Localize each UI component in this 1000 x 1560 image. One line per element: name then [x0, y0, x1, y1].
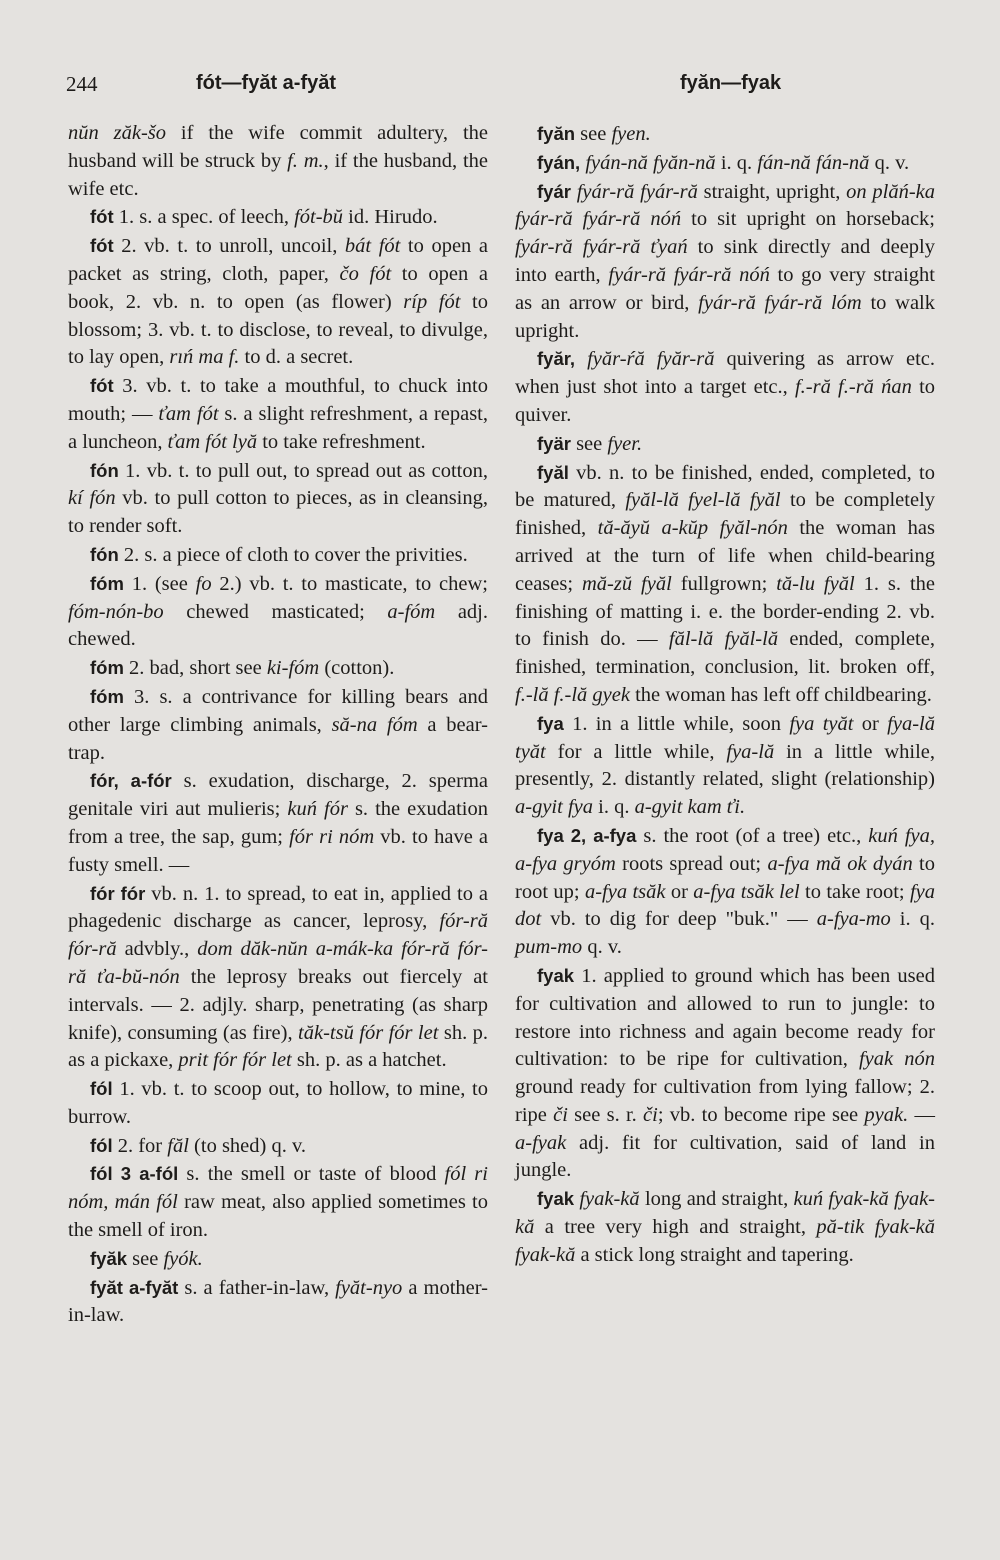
entry-definition-text: to sink directly and deeply into earth,: [515, 236, 935, 286]
entry-definition-text: to open a book, 2. vb. n. to open (as flower): [68, 262, 488, 313]
left-column: [68, 120, 488, 1330]
entry-definition-text: to open a packet as string, cloth, paper,: [68, 235, 488, 285]
entry-headword: fór, a-fór: [90, 770, 172, 792]
entry-definition-text: see: [570, 432, 608, 455]
entry-definition-text: vb. to pull cotton to pieces, as in cleansing, to render soft.: [68, 487, 488, 538]
entry-headword: fól: [90, 1078, 113, 1100]
dictionary-entry: [515, 1185, 935, 1269]
entry-definition-text: vb. to have a fusty smell. —: [68, 825, 488, 876]
entry-definition-text: to root up;: [515, 852, 935, 903]
dictionary-entry: [68, 570, 488, 654]
entry-vernacular-text: f.-lă f.-lă gyek: [515, 683, 630, 706]
entry-vernacular-text: ki-fóm: [266, 657, 320, 680]
dictionary-entry: [68, 1160, 488, 1244]
entry-vernacular-text: tă-ăyŭ a-kŭp fyăl-nón: [597, 517, 788, 540]
page-number: 244: [66, 72, 98, 96]
entry-vernacular-text: a-fya tsăk: [584, 880, 666, 903]
entry-headword: fón: [90, 459, 119, 481]
entry-definition-text: to quiver.: [515, 376, 936, 426]
entry-vernacular-text: nŭn zăk-šo: [68, 122, 167, 144]
entry-vernacular-text: fyók.: [163, 1247, 203, 1270]
entry-vernacular-text: fól ri nóm, mán fól: [68, 1163, 488, 1214]
entry-vernacular-text: tăk-tsŭ fór fór let: [298, 1021, 439, 1044]
entry-definition-text: to take refreshment.: [257, 430, 426, 453]
entry-vernacular-text: rıń ma f.: [169, 346, 240, 369]
dictionary-entry: [68, 203, 488, 232]
dictionary-entry: [68, 1075, 488, 1132]
entry-headword: fót: [90, 375, 114, 397]
entry-vernacular-text: a-fya-mo: [816, 908, 891, 931]
dictionary-entry: [68, 1274, 488, 1331]
entry-definition-text: roots spread out;: [615, 852, 768, 875]
dictionary-entry: [68, 1245, 488, 1274]
entry-vernacular-text: să-na fóm: [331, 713, 418, 736]
entry-vernacular-text: ťam fót lyă: [167, 430, 258, 453]
entry-vernacular-text: fór-ră fór-ră: [68, 910, 488, 961]
dictionary-entry: [515, 149, 935, 178]
entry-vernacular-text: ríp fót: [403, 290, 461, 313]
entry-headword: fóm: [90, 685, 124, 707]
entry-vernacular-text: čo fót: [339, 262, 392, 285]
running-head: [66, 72, 936, 102]
entry-definition-text: 1. (see: [123, 572, 196, 595]
entry-vernacular-text: kuń fyak-kă fyak-kă: [515, 1188, 935, 1239]
dictionary-entry: [515, 178, 935, 346]
entry-definition-text: i. q.: [593, 796, 635, 819]
entry-headword: fyak: [537, 1188, 575, 1210]
entry-definition-text: (to shed) q. v.: [188, 1134, 307, 1157]
entry-vernacular-text: a-gyit kam ťi.: [634, 796, 746, 819]
dictionary-entry: [68, 880, 488, 1076]
entry-headword: fyak: [537, 964, 575, 986]
entry-vernacular-text: fyak nón: [858, 1048, 935, 1071]
entry-definition-text: 2.) vb. t. to masticate, to chew;: [211, 572, 488, 595]
entry-definition-text: [575, 348, 587, 370]
entry-vernacular-text: fyăt-nyo: [335, 1276, 403, 1299]
entry-vernacular-text: fyár-ră fyár-ră nóń: [608, 263, 770, 286]
entry-vernacular-text: fyăr-ŕă fyăr-ră: [587, 348, 715, 371]
entry-headword: fóm: [90, 572, 124, 594]
entry-vernacular-text: fyár-ră fyár-ră ťyań: [515, 236, 688, 259]
entry-definition-text: see: [127, 1247, 164, 1270]
entry-vernacular-text: fót-bŭ: [294, 206, 344, 229]
entry-vernacular-text: făl-lă fyăl-lă: [668, 628, 779, 651]
entry-vernacular-text: a-fyak: [515, 1131, 567, 1154]
entry-definition-text: or: [853, 712, 888, 735]
entry-definition-text: raw meat, also applied sometimes to the smell of iron.: [68, 1191, 488, 1242]
dictionary-entry: [68, 372, 488, 456]
entry-definition-text: a bear-trap.: [68, 713, 488, 764]
entry-vernacular-text: prit fór fór let: [178, 1049, 292, 1072]
dictionary-entry: [68, 1132, 488, 1161]
entry-definition-text: 1. applied to ground which has been used for cultivation and allowed to run to jungle: to restore into richness and again become ready for cultivation: to be ripe for cultivation,: [515, 964, 935, 1071]
entry-vernacular-text: fán-nă fán-nă: [757, 151, 870, 174]
entry-vernacular-text: fyăl-lă fyel-lă fyăl: [625, 489, 781, 512]
entry-definition-text: advbly.,: [116, 938, 198, 961]
entry-vernacular-text: fya-lă tyăt: [515, 712, 935, 763]
entry-definition-text: quivering as arrow etc. when just shot into a target etc.,: [515, 348, 936, 399]
entry-definition-text: 2. s. a piece of cloth to cover the privities.: [118, 543, 468, 566]
entry-vernacular-text: kuń fór: [287, 798, 348, 821]
entry-definition-text: a mother-in-law.: [68, 1276, 488, 1327]
entry-definition-text: sh. p. as a hatchet.: [291, 1049, 447, 1072]
entry-definition-text: a tree very high and straight,: [534, 1216, 817, 1239]
entry-definition-text: 2. vb. t. to unroll, uncoil,: [113, 235, 345, 258]
entry-definition-text: in a little while, presently, 2. distantly related, slight (relationship): [515, 740, 935, 791]
entry-vernacular-text: kuń fya, a-fya gryóm: [515, 824, 935, 875]
entry-vernacular-text: fyen.: [611, 123, 651, 145]
entry-definition-text: q. v.: [869, 151, 910, 174]
entry-definition-text: s. the smell or taste of blood: [178, 1163, 445, 1186]
entry-definition-text: adj. chewed.: [68, 600, 489, 651]
entry-definition-text: 3. vb. t. to take a mouthful, to chuck into mouth; —: [68, 375, 488, 425]
entry-vernacular-text: pyak.: [864, 1103, 909, 1126]
dictionary-entry: [515, 962, 935, 1185]
entry-headword: fót: [90, 235, 114, 257]
entry-definition-text: long and straight,: [639, 1188, 794, 1211]
dictionary-entry: [68, 654, 488, 683]
entry-vernacular-text: fyer.: [607, 432, 643, 455]
entry-headword: fya 2, a-fya: [537, 824, 637, 846]
entry-definition-text: see s. r.: [567, 1103, 644, 1126]
entry-definition-text: to blossom; 3. vb. t. to disclose, to reveal, to divulge, to lay open,: [68, 290, 488, 369]
dictionary-entry: [68, 541, 488, 570]
right-column: [515, 120, 935, 1270]
entry-vernacular-text: či: [553, 1103, 568, 1126]
entry-definition-text: to d. a secret.: [239, 346, 354, 369]
entry-definition-text: for a little while,: [545, 740, 727, 763]
entry-vernacular-text: fyak-kă: [579, 1188, 640, 1211]
dictionary-entry: [515, 120, 935, 149]
entry-definition-text: id. Hirudo.: [343, 206, 438, 229]
entry-headword: fyăn: [537, 123, 576, 144]
entry-vernacular-text: a-fya mă ok dyán: [767, 852, 913, 875]
entry-vernacular-text: fyár-ră fyár-ră lóm: [698, 291, 862, 314]
entry-definition-text: fullgrown;: [671, 572, 777, 595]
entry-vernacular-text: fóm-nón-bo: [68, 600, 164, 623]
entry-vernacular-text: fya tyăt: [789, 712, 854, 735]
entry-definition-text: chewed masticated;: [163, 600, 388, 623]
entry-definition-text: sh. p. as a pickaxe,: [68, 1021, 489, 1072]
entry-definition-text: adj. fit for cultivation, said of land in jungle.: [515, 1131, 935, 1182]
entry-vernacular-text: dom dăk-nŭn a-mák-ka fór-ră fór-ră ťa-bŭ-nón: [68, 938, 488, 988]
entry-vernacular-text: fór ri nóm: [289, 825, 375, 848]
entry-vernacular-text: fyán-nă fyăn-nă: [585, 151, 716, 174]
entry-headword: fóm: [90, 657, 124, 679]
entry-headword: fyăr,: [537, 348, 576, 370]
entry-definition-text: ; vb. to become ripe see: [657, 1103, 865, 1126]
entry-vernacular-text: făl: [167, 1134, 189, 1157]
dictionary-entry: [68, 120, 488, 203]
dictionary-entry: [515, 345, 935, 429]
entry-headword: fyán,: [537, 151, 581, 173]
entry-vernacular-text: fo: [195, 572, 212, 595]
dictionary-entry: [515, 710, 935, 822]
entry-vernacular-text: fyár-ră fyár-ră: [576, 180, 698, 203]
entry-headword: fyăt a-fyăt: [90, 1276, 179, 1298]
entry-definition-text: 3. s. a contrivance for killing bears and other large climbing animals,: [68, 685, 488, 736]
entry-headword: fyär: [537, 432, 571, 454]
entry-vernacular-text: ťam fót: [158, 402, 219, 425]
entry-vernacular-text: fya-lă: [726, 740, 775, 763]
entry-definition-text: to go very straight as an arrow or bird,: [515, 263, 935, 314]
entry-definition-text: , if the husband, the wife etc.: [68, 149, 488, 200]
right-guide-words: fyăn—fyak: [680, 72, 782, 94]
entry-vernacular-text: fya dot: [515, 880, 935, 931]
entry-vernacular-text: a-fóm: [387, 600, 436, 623]
entry-vernacular-text: a-fya tsăk lel: [693, 880, 800, 903]
entry-definition-text: a stick long straight and tapering.: [575, 1243, 854, 1266]
entry-headword: fól: [90, 1134, 113, 1156]
entry-definition-text: ended, complete, finished, termination, conclusion, lit. broken off,: [515, 628, 935, 679]
entry-definition-text: to be completely finished,: [515, 489, 936, 540]
entry-definition-text: the woman has arrived at the turn of life when child-bearing ceases;: [515, 517, 935, 595]
entry-definition-text: s. the exudation from a tree, the sap, gum;: [68, 798, 488, 848]
entry-vernacular-text: f. m.: [287, 149, 324, 172]
entry-definition-text: to take root;: [799, 880, 910, 903]
entry-definition-text: the leprosy breaks out fiercely at intervals. — 2. adjly. sharp, penetrating (as sharp knife), consuming (as fire),: [68, 965, 488, 1044]
entry-definition-text: i. q.: [715, 151, 758, 174]
entry-definition-text: vb. n. to be finished, ended, completed, to be matured,: [515, 461, 935, 512]
entry-vernacular-text: či: [643, 1103, 658, 1126]
entry-definition-text: q. v.: [582, 936, 622, 959]
entry-definition-text: vb. to dig for deep "buk." —: [541, 908, 817, 931]
entry-headword: fón: [90, 543, 119, 565]
entry-vernacular-text: bát fót: [344, 235, 401, 258]
dictionary-entry: [68, 767, 488, 879]
entry-definition-text: if the wife commit adultery, the husband will be struck by: [68, 122, 488, 172]
entry-vernacular-text: on plăń-ka fyár-ră fyár-ră nóń: [515, 180, 935, 231]
entry-definition-text: straight, upright,: [697, 180, 847, 203]
entry-definition-text: to sit upright on horseback;: [681, 208, 935, 231]
entry-definition-text: or: [665, 880, 694, 903]
entry-definition-text: —: [908, 1103, 935, 1126]
entry-vernacular-text: a-gyit fya: [515, 796, 593, 819]
dictionary-entry: [68, 683, 488, 767]
entry-vernacular-text: f.-ră f.-ră ńan: [794, 376, 912, 399]
entry-headword: fya: [537, 712, 564, 734]
entry-definition-text: s. a slight refreshment, a repast, a luncheon,: [68, 402, 488, 453]
entry-definition-text: s. exudation, discharge, 2. sperma genitale viri aut mulieris;: [68, 770, 488, 821]
entry-definition-text: see: [575, 123, 612, 145]
entry-vernacular-text: pum-mo: [515, 936, 583, 959]
entry-definition-text: s. a father-in-law,: [178, 1276, 336, 1299]
entry-vernacular-text: kí fón: [68, 487, 116, 510]
entry-definition-text: 1. s. the finishing of matting i. e. the border-ending 2. vb. to finish do. —: [515, 572, 935, 651]
entry-definition-text: 2. bad, short see: [123, 657, 267, 680]
entry-vernacular-text: tă-lu fyăl: [776, 572, 855, 595]
dictionary-entry: [515, 430, 935, 459]
entry-definition-text: to walk upright.: [515, 291, 935, 342]
entry-definition-text: 1. vb. t. to scoop out, to hollow, to mine, to burrow.: [68, 1078, 488, 1128]
entry-vernacular-text: pă-tik fyak-kă fyak-kă: [515, 1216, 936, 1266]
entry-vernacular-text: mă-zŭ fyăl: [582, 572, 672, 595]
entry-headword: fór fór: [90, 882, 146, 904]
entry-headword: fyár: [537, 180, 571, 202]
entry-definition-text: ground ready for cultivation from lying fallow; 2. ripe: [515, 1076, 935, 1126]
entry-headword: fót: [90, 206, 114, 228]
entry-definition-text: 1. s. a spec. of leech,: [113, 206, 295, 229]
entry-definition-text: vb. n. 1. to spread, to eat in, applied to a phagedenic discharge as cancer, leprosy,: [68, 882, 488, 933]
entry-headword: fyăl: [537, 461, 569, 483]
entry-definition-text: 1. vb. t. to pull out, to spread out as cotton,: [118, 459, 488, 482]
dictionary-entry: [515, 459, 935, 710]
entry-definition-text: (cotton).: [319, 657, 395, 680]
entry-definition-text: 2. for: [112, 1134, 168, 1157]
dictionary-entry: [68, 457, 488, 541]
dictionary-entry: [515, 822, 935, 962]
entry-definition-text: 1. in a little while, soon: [563, 712, 790, 735]
left-guide-words: fót—fyăt a-fyăt: [196, 72, 337, 94]
dictionary-entry: [68, 232, 488, 372]
entry-definition-text: the woman has left off childbearing.: [629, 683, 932, 706]
entry-headword: fól 3 a-fól: [90, 1163, 179, 1185]
entry-headword: fyăk: [90, 1247, 128, 1269]
entry-definition-text: s. the root (of a tree) etc.,: [636, 824, 869, 847]
entry-definition-text: i. q.: [890, 908, 935, 931]
